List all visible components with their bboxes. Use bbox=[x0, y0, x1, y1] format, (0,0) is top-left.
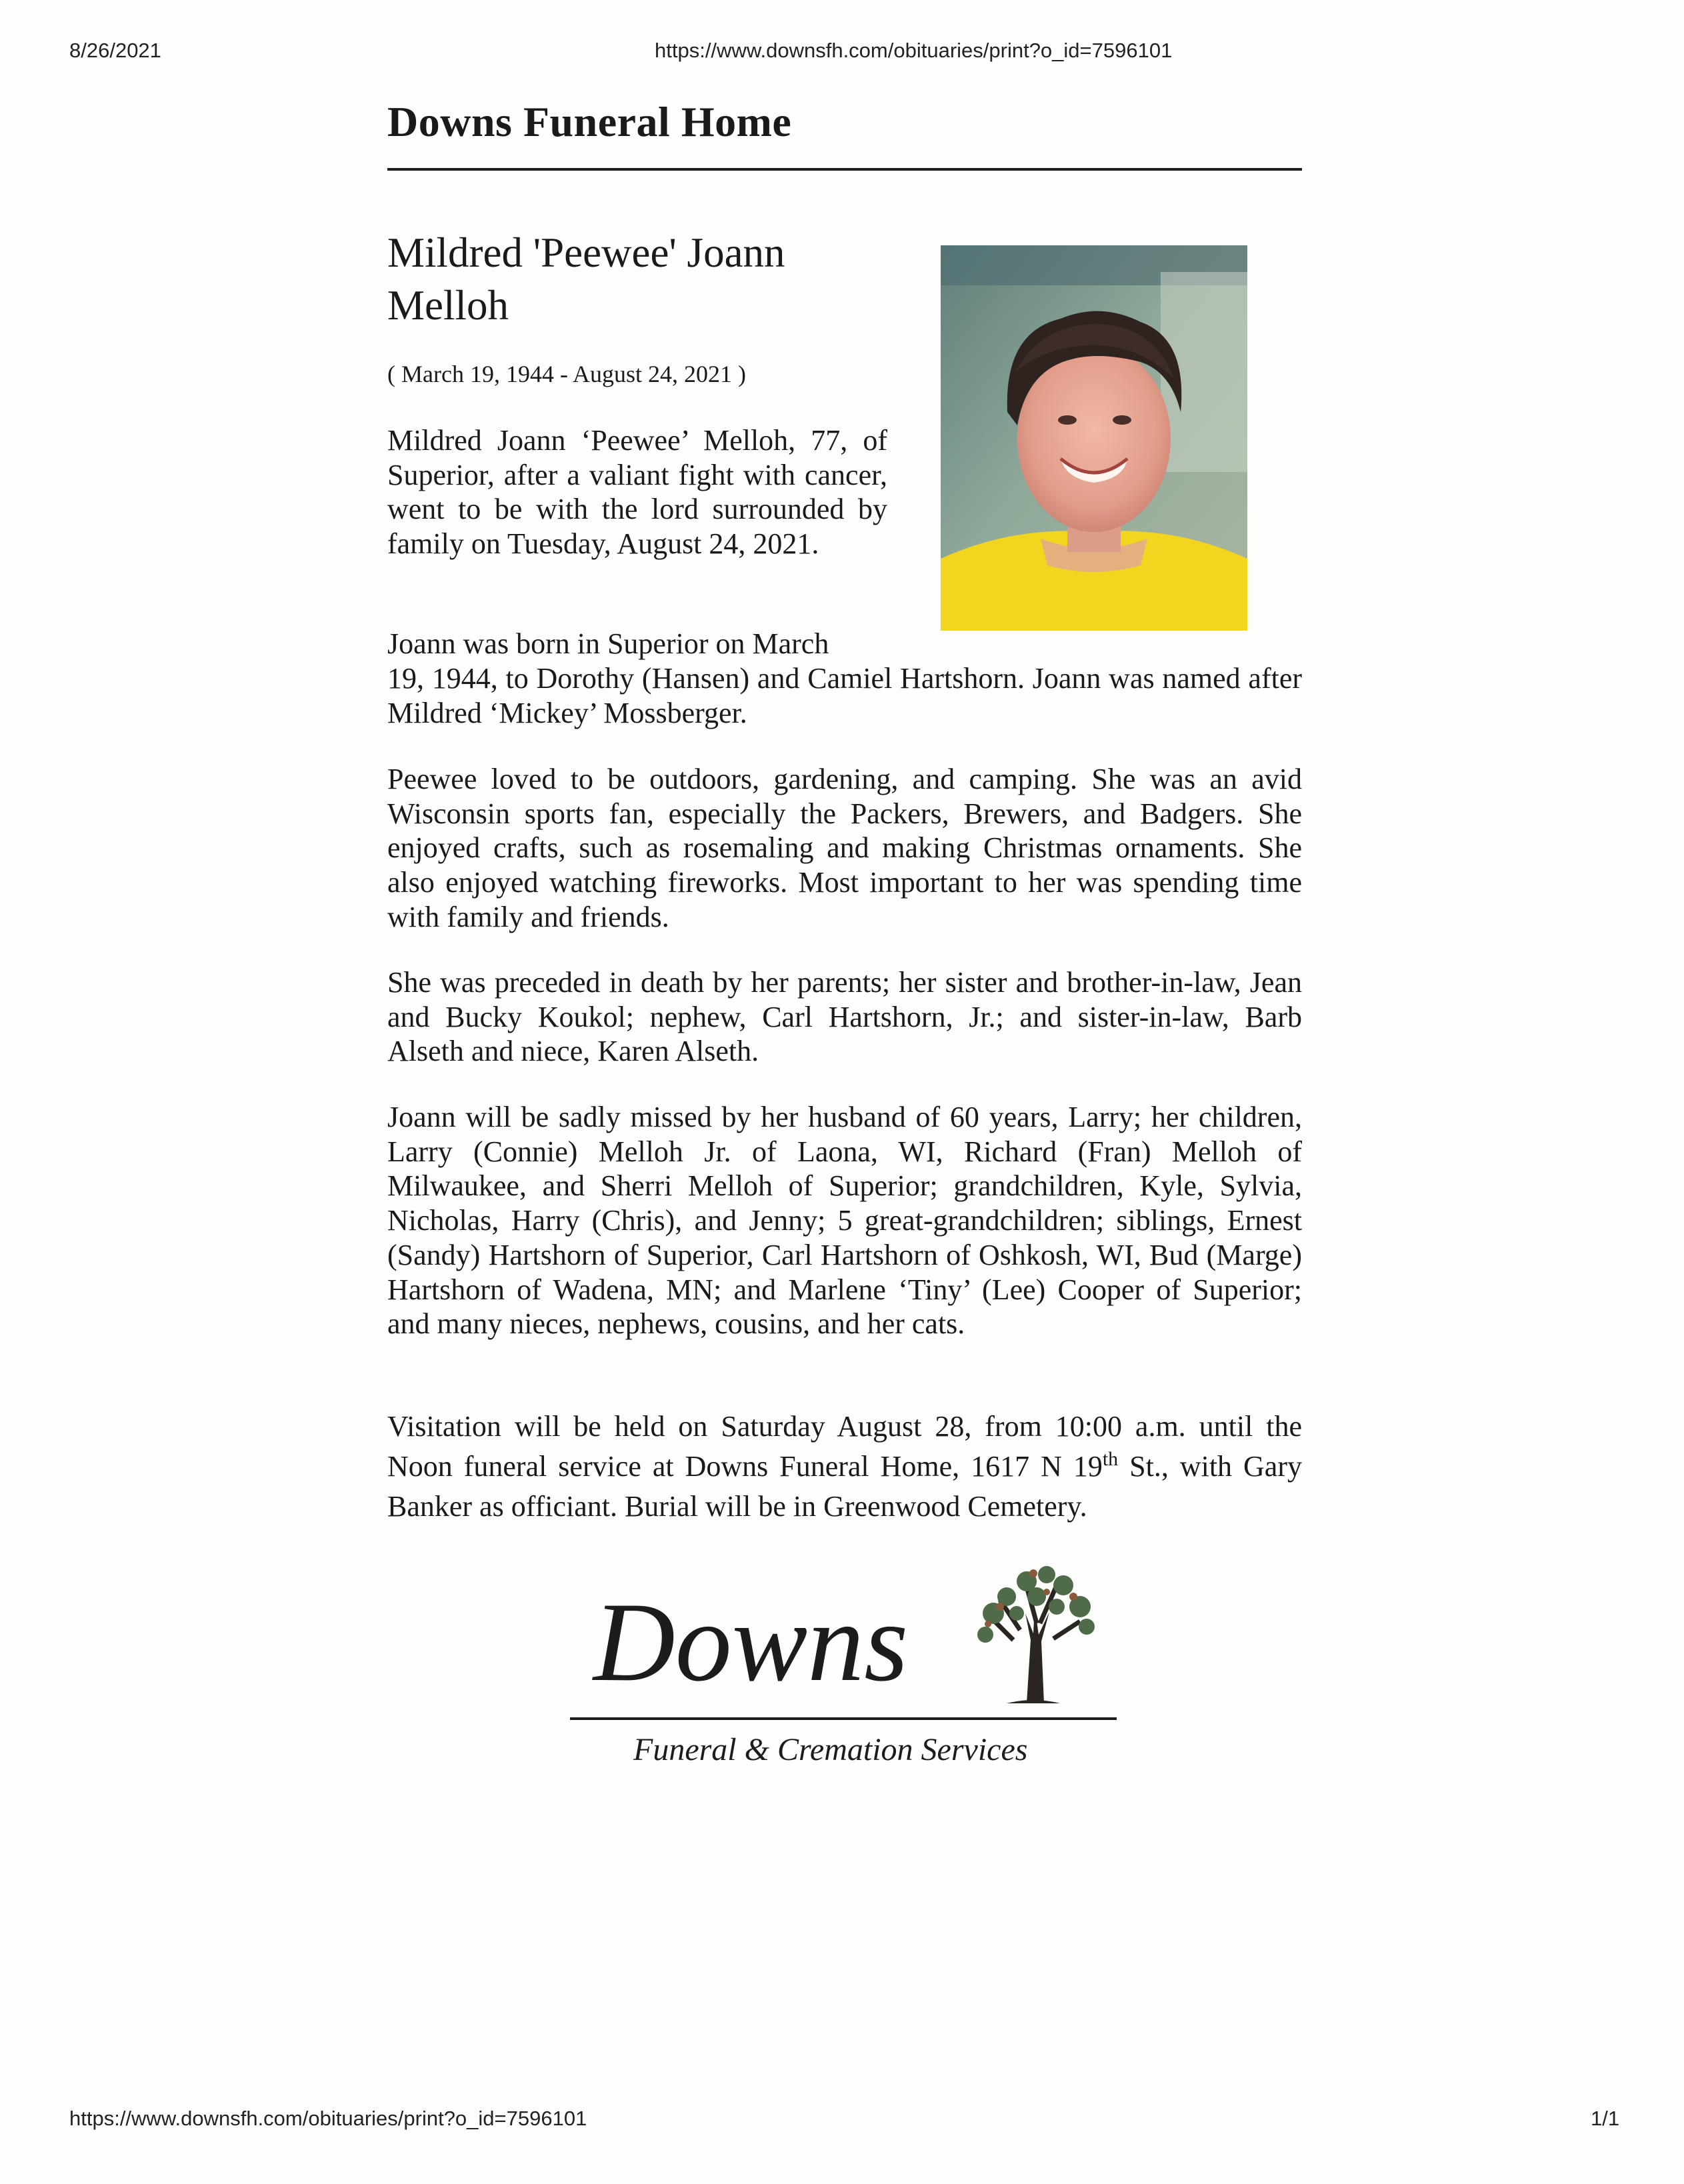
tree-icon bbox=[977, 1566, 1095, 1703]
obituary-paragraph-birth: 19, 1944, to Dorothy (Hansen) and Camiel Hartshorn. Joann was named after Mildred ‘Mickey’ Mossberger. bbox=[387, 662, 1302, 729]
page-number: 1/1 bbox=[1591, 2107, 1620, 2130]
print-url-footer: https://www.downsfh.com/obituaries/print?o_id=7596101 bbox=[69, 2107, 587, 2130]
print-date: 8/26/2021 bbox=[69, 39, 161, 62]
portrait-image bbox=[941, 245, 1247, 631]
logo-name: Downs bbox=[593, 1579, 909, 1705]
obituary-paragraph-birth-first-line: Joann was born in Superior on March bbox=[387, 627, 829, 660]
life-dates: ( March 19, 1944 - August 24, 2021 ) bbox=[387, 361, 746, 387]
services-text-start: Visitation will be held on Saturday August 28, from 10:00 a.m. until the Noon funeral service at Downs Funeral Home, 1617 N 19 bbox=[387, 1410, 1302, 1483]
site-title: Downs Funeral Home bbox=[387, 98, 792, 145]
deceased-name: Mildred 'Peewee' Joann Melloh bbox=[387, 229, 785, 329]
services-text-end: St., with Gary Banker as officiant. Burial will be in Greenwood Cemetery. bbox=[387, 1450, 1302, 1523]
ordinal-suffix: th bbox=[1102, 1448, 1119, 1470]
obituary-paragraph-survivors: Joann will be sadly missed by her husband of 60 years, Larry; her children, Larry (Connie) Melloh Jr. of Laona, WI, Richard (Fran) Melloh of Milwaukee, and Sherri Melloh of Superior; grandchildren, Kyle, Sylvia, Nicholas, Harry (Chris), and Jenny; 5 great-grandchildren; siblings, Ernest (Sandy) Hartshorn of Superior, Carl Hartshorn of Oshkosh, WI, Bud (Marge) Hartshorn of Wadena, MN; and Marlene ‘Tiny’ (Lee) Cooper of Superior; and many nieces, nephews, cousins, and her cats. bbox=[387, 1101, 1302, 1341]
print-url: https://www.downsfh.com/obituaries/print?o_id=7596101 bbox=[655, 39, 1173, 62]
obituary-paragraph-services bbox=[387, 1407, 1302, 1527]
obituary-paragraph-intro: Mildred Joann ‘Peewee’ Melloh, 77, of Superior, after a valiant fight with cancer, went to be with the lord surrounded by family on Tuesday, August 24, 2021. bbox=[387, 424, 887, 561]
downs-logo bbox=[567, 1560, 1120, 1773]
obituary-paragraph-preceded: She was preceded in death by her parents; her sister and brother-in-law, Jean and Bucky Koukol; nephew, Carl Hartshorn, Jr.; and sister-in-law, Barb Alseth and niece, Karen Alseth. bbox=[387, 966, 1302, 1068]
title-divider bbox=[387, 168, 1302, 171]
logo-graphic bbox=[567, 1560, 1120, 1773]
portrait-photo bbox=[941, 245, 1247, 631]
obituary-paragraph-interests: Peewee loved to be outdoors, gardening, and camping. She was an avid Wisconsin sports fan, especially the Packers, Brewers, and Badgers. She enjoyed crafts, such as rosemaling and making Christmas ornaments. She also enjoyed watching fireworks. Most important to her was spending time with family and friends. bbox=[387, 763, 1302, 933]
logo-tagline: Funeral & Cremation Services bbox=[633, 1732, 1028, 1767]
